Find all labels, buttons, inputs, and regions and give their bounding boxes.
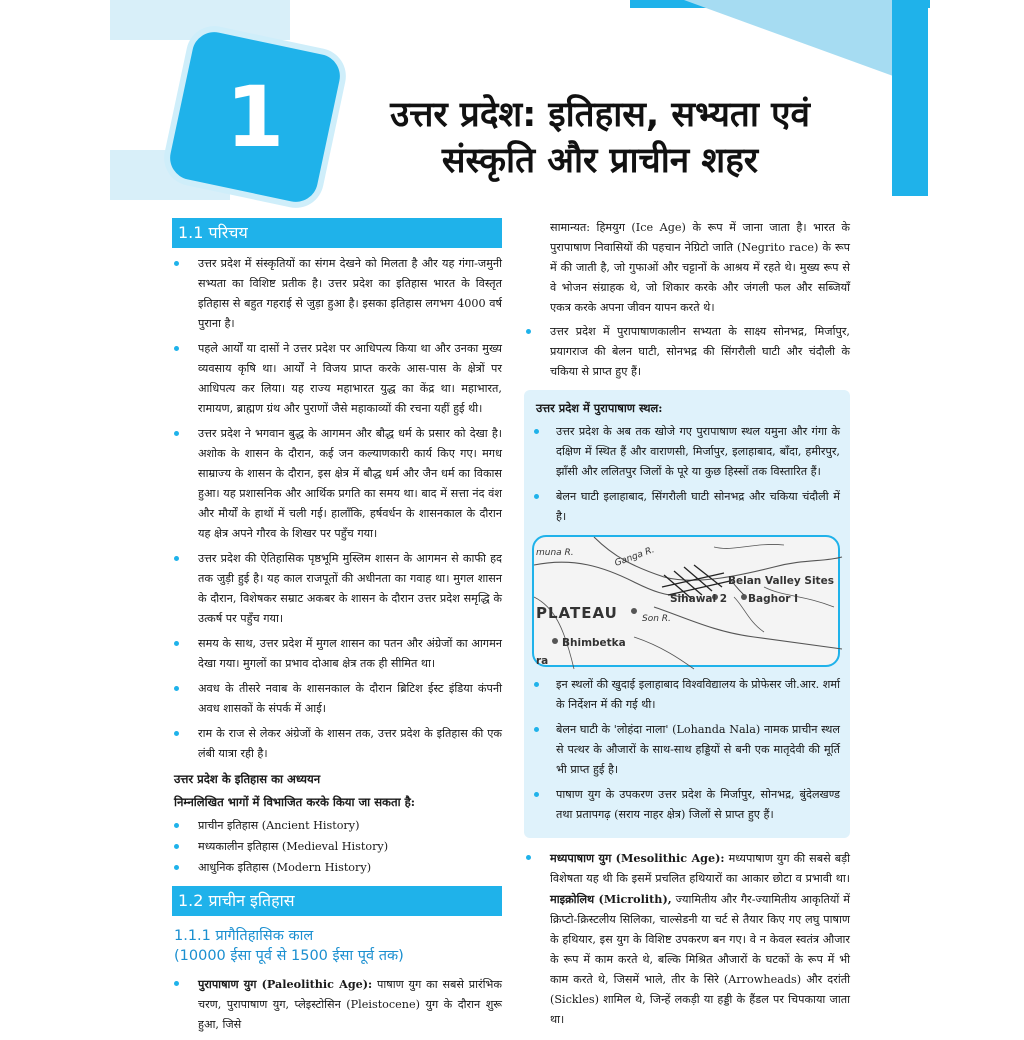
term-text: पाषाण युग का सबसे प्रारंभिक चरण, पुरापाषाण युग, प्लेइस्टोसिन (Pleistocene) युग के दौरान शुरू हुआ, जिसे — [198, 978, 502, 1031]
study-subheading: निम्नलिखित भागों में विभाजित करके किया जा सकता है: — [174, 795, 416, 809]
list-item: पहले आर्यों या दासों ने उत्तर प्रदेश पर आधिपत्य किया था और उनका मुख्य व्यवसाय कृषि था। आर्यों ने विजय प्राप्त करके आस-पास के क्षेत्रों पर आधिपत्य कर लिया। यह राज्य महाभारत युद्ध का केंद्र था। महाभारत, रामायण, ब्राह्मण ग्रंथ और पुराणों जैसे महाकाव्यों की रचना यहीं हुई थी। — [172, 339, 502, 419]
header-decoration — [892, 0, 928, 196]
study-parts-list — [172, 816, 502, 878]
site-map — [532, 535, 840, 667]
info-box-heading: उत्तर प्रदेश में पुरापाषाण स्थल: — [536, 401, 663, 415]
list-item: पाषाण युग के उपकरण उत्तर प्रदेश के मिर्जापुर, सोनभद्र, बुंदेलखण्ड तथा प्रतापगढ़ (सराय नाहर क्षेत्र) जिलों से प्राप्त हुए हैं। — [532, 785, 840, 825]
list-item: उत्तर प्रदेश की ऐतिहासिक पृष्ठभूमि मुस्लिम शासन के आगमन से काफी हद तक जुड़ी हुई है। यह काल राजपूतों की अधीनता का गवाह था। मुगल शासन के दौरान, विशेषकर सम्राट अकबर के शासन के दौरान उत्तर प्रदेश समृद्धि के उत्कर्ष पर पहुँच गया। — [172, 549, 502, 629]
chapter-title-line2: संस्कृति और प्राचीन शहर — [441, 141, 759, 181]
list-item: प्राचीन इतिहास (Ancient History) — [172, 816, 502, 836]
list-item: इन स्थलों की खुदाई इलाहाबाद विश्वविद्यालय के प्रोफेसर जी.आर. शर्मा के निर्देशन में की गई थी। — [532, 675, 840, 715]
header-decoration — [110, 0, 290, 40]
continued-paragraph: सामान्यत: हिमयुग (Ice Age) के रूप में जाना जाता है। भारत के पुरापाषाण निवासियों की पहचान नेग्रिटो जाति (Negrito race) के रूप में की जाती है, जो गुफाओं और चट्टानों के आश्रय में रहते थे। मुख्य रूप से वे भोजन संग्राहक थे, जो शिकार करके और जंगली फल और सब्जियाँ एकत्र करके अपना जीवन यापन करते थे। — [550, 221, 850, 314]
list-item: उत्तर प्रदेश में संस्कृतियों का संगम देखने को मिलता है और यह गंगा-जमुनी सभ्यता का विशिष्ट प्रतीक है। उत्तर प्रदेश का इतिहास भारत के विस्तृत इतिहास से बहुत गहराई से जुड़ा हुआ है। इसका इतिहास लगभग 4000 वर्ष पुराना है। — [172, 254, 502, 334]
right-column — [524, 218, 850, 1035]
map-label-yamuna: muna R. — [536, 548, 574, 558]
list-item: आधुनिक इतिहास (Modern History) — [172, 858, 502, 878]
evidence-list — [524, 322, 850, 382]
map-label-edge: ra — [536, 655, 549, 667]
list-item: बेलन घाटी इलाहाबाद, सिंगरौली घाटी सोनभद्र और चकिया चंदौली में है। — [532, 487, 840, 527]
meso-list — [524, 848, 850, 1030]
term: मध्यपाषाण युग (Mesolithic Age): — [550, 851, 725, 865]
term-text: मध्यपाषाण युग की सबसे बड़ी विशेषता यह थी कि इसमें प्रचलित हथियारों का आकार छोटा व प्रभावी था। — [550, 852, 850, 885]
list-item: समय के साथ, उत्तर प्रदेश में मुगल शासन का पतन और अंग्रेजों का आगमन देखा गया। मुगलों का प्रभाव दोआब क्षेत्र तक ही सीमित था। — [172, 634, 502, 674]
header-decoration — [684, 0, 904, 80]
map-label-sihawal: Sihawal 2 — [670, 593, 728, 605]
list-item: मध्यकालीन इतिहास (Medieval History) — [172, 837, 502, 857]
term: माइक्रोलिथ (Microlith), — [550, 892, 672, 906]
map-label-plateau: PLATEAU — [536, 604, 618, 622]
chapter-number: 1 — [225, 68, 285, 166]
list-item: उत्तर प्रदेश के अब तक खोजे गए पुरापाषाण स्थल यमुना और गंगा के दक्षिण में स्थित हैं और वाराणसी, मिर्जापुर, इलाहाबाद, बाँदा, हमीरपुर, झाँसी और ललितपुर जिलों के पूरे या कुछ हिस्सों तक विस्तारित हैं। — [532, 422, 840, 482]
info-box-list-top — [532, 422, 840, 527]
list-item: बेलन घाटी के 'लोहंदा नाला' (Lohanda Nala) नामक प्राचीन स्थल से पत्थर के औजारों के साथ-साथ हड्डियों से बनी एक मातृदेवी की मूर्ति भी प्राप्त हुई है। — [532, 720, 840, 780]
info-box — [524, 390, 850, 838]
chapter-title-line1: उत्तर प्रदेश: इतिहास, सभ्यता एवं — [390, 95, 810, 135]
paleo-list — [172, 974, 502, 1035]
term: पुरापाषाण युग (Paleolithic Age): — [198, 977, 373, 991]
section-heading-intro: 1.1 परिचय — [172, 218, 502, 248]
subsection-heading-line2: (10000 ईसा पूर्व से 1500 ईसा पूर्व तक) — [174, 948, 404, 964]
chapter-title — [330, 92, 870, 184]
list-item: उत्तर प्रदेश में पुरापाषाणकालीन सभ्यता के साक्ष्य सोनभद्र, मिर्जापुर, प्रयागराज की बेलन घाटी, सोनभद्र की सिंगरौली घाटी और चंदौली के चकिया से प्राप्त हुए हैं। — [524, 322, 850, 382]
list-item: उत्तर प्रदेश ने भगवान बुद्ध के आगमन और बौद्ध धर्म के प्रसार को देखा है। अशोक के शासन के दौरान, कई जन कल्याणकारी कार्य किए गए। मगध साम्राज्य के शासन के दौरान, इस क्षेत्र में बौद्ध धर्म और जैन धर्म का विकास हुआ। यह प्रशासनिक और आर्थिक प्रगति का समय था। बाद में सत्ता नंद वंश और मौर्यों के हाथों में चली गई। हालाँकि, हर्षवर्धन के शासनकाल के दौरान यह क्षेत्र अपने गौरव के शिखर पर पहुँच गया। — [172, 424, 502, 544]
info-box-list-bottom — [532, 675, 840, 825]
map-marker — [631, 608, 637, 614]
section-heading-ancient: 1.2 प्राचीन इतिहास — [172, 886, 502, 916]
subsection-heading-line1: 1.1.1 प्रागैतिहासिक काल — [174, 928, 314, 944]
list-item — [172, 974, 502, 1035]
map-label-belan-sites: Belan Valley Sites — [728, 575, 834, 587]
list-item: अवध के तीसरे नवाब के शासनकाल के दौरान ब्रिटिश ईस्ट इंडिया कंपनी अवध शासकों के संपर्क में आई। — [172, 679, 502, 719]
list-item: राम के राज से लेकर अंग्रेजों के शासन तक, उत्तर प्रदेश के इतिहास की एक लंबी यात्रा रही है। — [172, 724, 502, 764]
map-label-ganga: Ganga R. — [613, 545, 656, 569]
list-item — [524, 848, 850, 1030]
subsection-heading — [174, 926, 502, 966]
map-label-baghor: Baghor I — [748, 593, 799, 605]
term-text: ज्यामितीय और गैर-ज्यामितीय आकृतियों में क्रिप्टो-क्रिस्टलीय सिलिका, चाल्सेडनी या चर्ट से तैयार किए गए लघु पाषाण के हथियार, इस युग के विशिष्ट उपकरण बन गए। वे न केवल स्वतंत्र औजार के रूप में काम करते थे, बल्कि मिश्रित औजारों के घटकों के रूप में भी काम करते थे, जिसमें भाले, तीर के सिरे (Arrowheads) और दरांती (Sickles) शामिल थे, जिन्हें लकड़ी या हड्डी के हैंडल पर चिपकाया जाता था। — [550, 893, 850, 1026]
study-heading: उत्तर प्रदेश के इतिहास का अध्ययन — [174, 772, 321, 786]
left-column — [172, 218, 502, 1040]
map-marker — [552, 638, 558, 644]
intro-list — [172, 254, 502, 764]
map-label-bhimbetka: Bhimbetka — [562, 637, 626, 649]
map-label-son: Son R. — [642, 614, 671, 624]
